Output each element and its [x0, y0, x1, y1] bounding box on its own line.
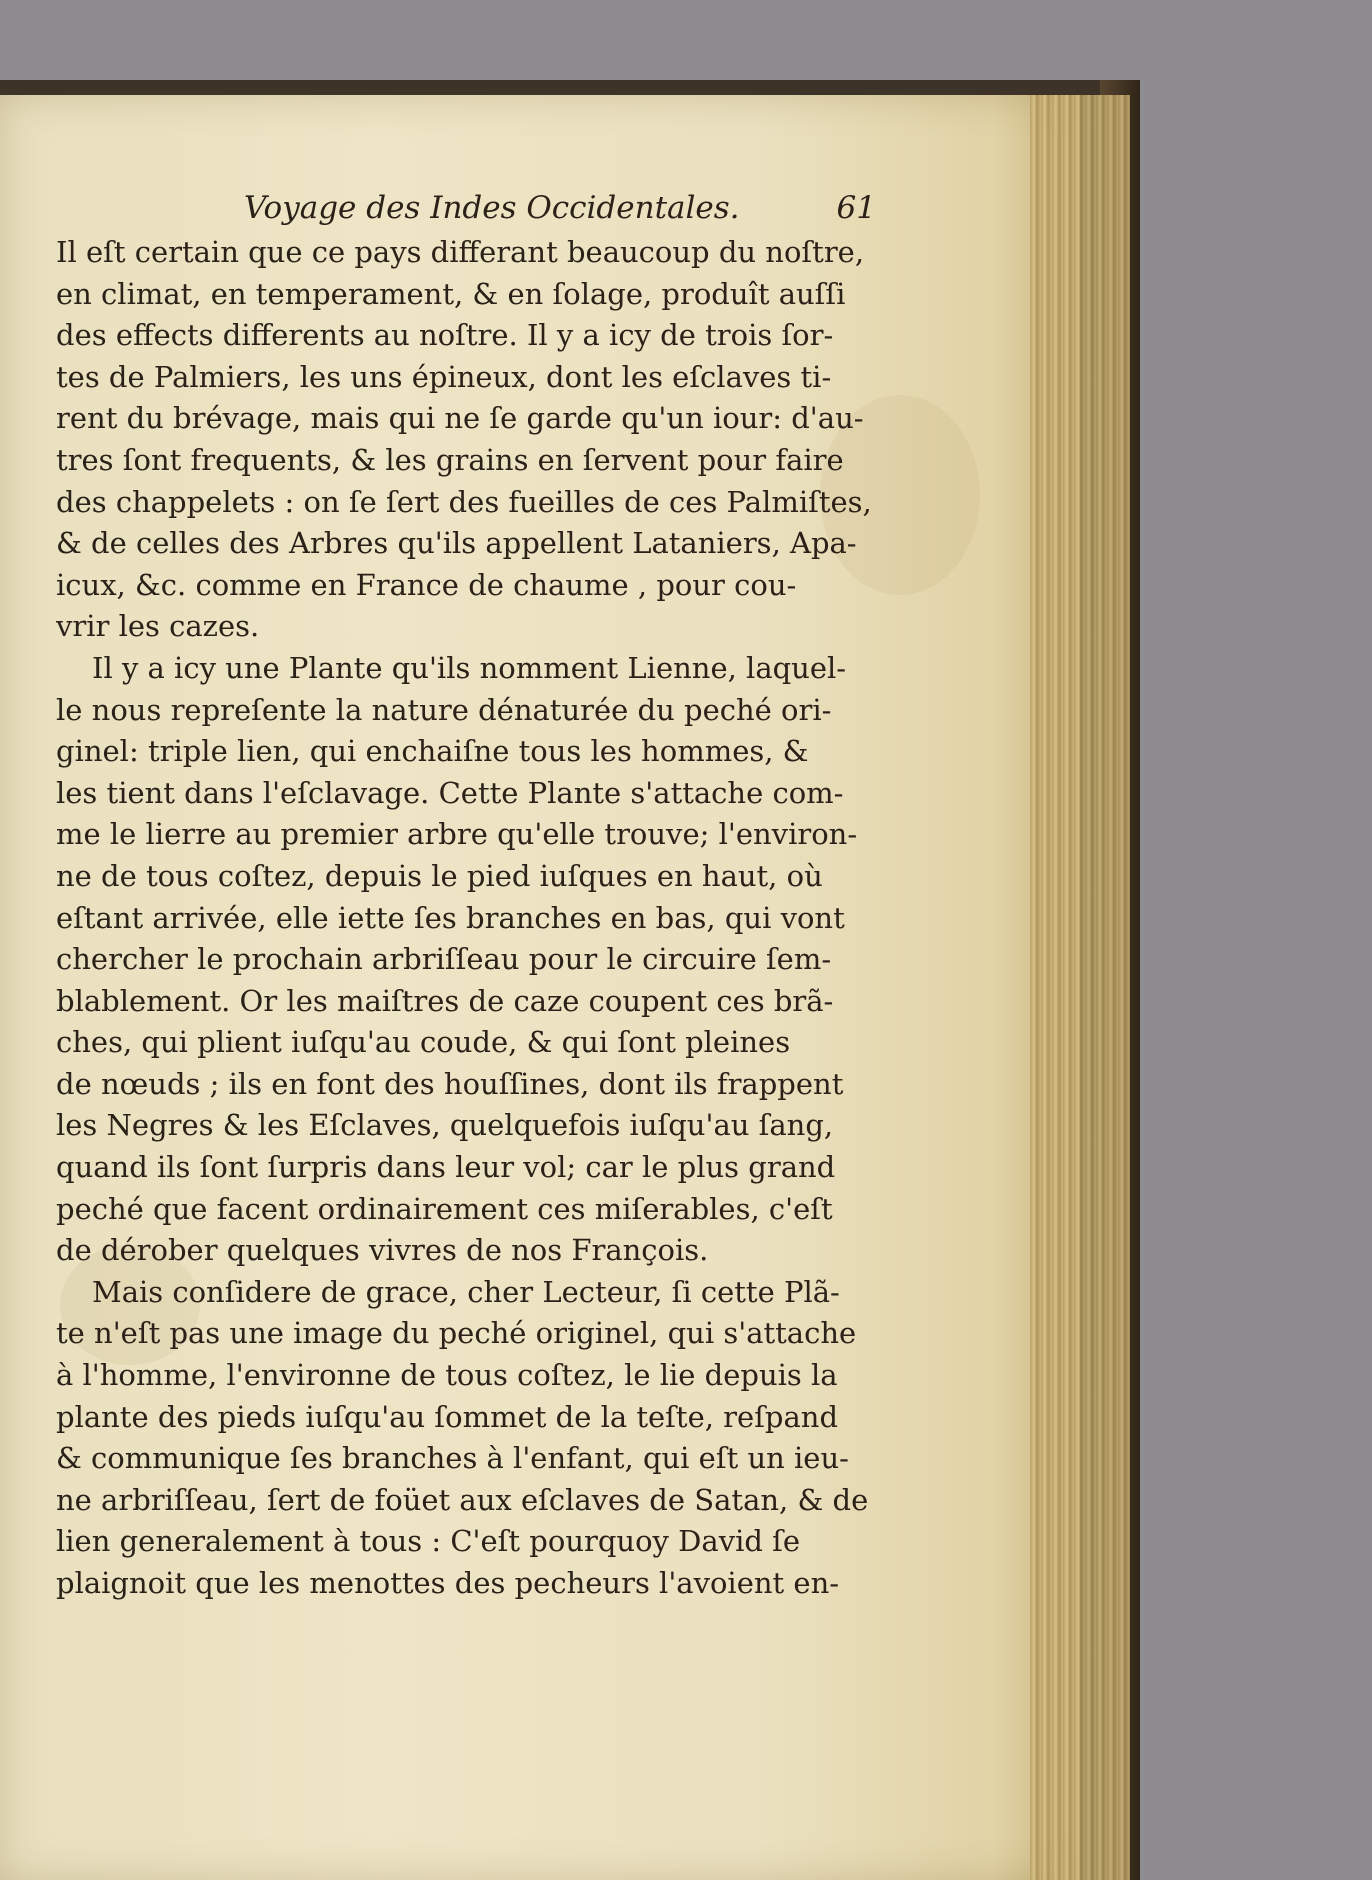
text-line: & communique ſes branches à l'enfant, qui eſt un ieu- — [56, 1441, 849, 1476]
text-line: Il y a icy une Plante qu'ils nomment Lienne, laquel- — [92, 650, 847, 685]
running-title: Voyage des Indes Occidentales. — [244, 190, 740, 226]
text-line: le nous repreſente la nature dénaturée du peché ori- — [56, 692, 832, 727]
text-line: vrir les cazes. — [56, 609, 260, 644]
page-edges — [1030, 95, 1130, 1880]
text-line: à l'homme, l'environne de tous coſtez, le lie depuis la — [56, 1358, 838, 1393]
text-line: les Negres & les Eſclaves, quelquefois iuſqu'au ſang, — [56, 1108, 834, 1143]
text-line: me le lierre au premier arbre qu'elle trouve; l'environ- — [56, 817, 858, 852]
text-line: peché que facent ordinairement ces miſerables, c'eſt — [56, 1191, 833, 1226]
text-line: ne arbriſſeau, ſert de foüet aux eſclaves de Satan, & de — [56, 1482, 869, 1517]
text-line: les tient dans l'eſclavage. Cette Plante s'attache com- — [56, 775, 844, 810]
text-line: tres ſont frequents, & les grains en ſervent pour faire — [56, 442, 844, 477]
text-line: eſtant arrivée, elle iette ſes branches en bas, qui vont — [56, 900, 845, 935]
text-line: plaignoit que les menottes des pecheurs l'avoient en- — [56, 1566, 840, 1600]
page-text — [56, 190, 876, 1605]
text-lines — [56, 232, 876, 1605]
text-line: Mais conſidere de grace, cher Lecteur, ſi cette Plã- — [92, 1274, 840, 1309]
text-line: lien generalement à tous : C'eſt pourquoy David ſe — [56, 1524, 801, 1559]
text-line: blablement. Or les maiſtres de caze coupent ces brã- — [56, 983, 834, 1018]
text-line: plante des pieds iuſqu'au ſommet de la teſte, reſpand — [56, 1399, 839, 1434]
text-line: ches, qui plient iuſqu'au coude, & qui ſont pleines — [56, 1025, 791, 1060]
text-line: rent du brévage, mais qui ne ſe garde qu'un iour: d'au- — [56, 401, 864, 436]
text-line: de dérober quelques vivres de nos François. — [56, 1233, 709, 1268]
text-line: des effects differents au noſtre. Il y a icy de trois ſor- — [56, 318, 834, 353]
text-line: ne de tous coſtez, depuis le pied iuſques en haut, où — [56, 858, 823, 893]
text-line: quand ils ſont ſurpris dans leur vol; car le plus grand — [56, 1150, 836, 1185]
page-number: 61 — [836, 190, 876, 226]
text-line: & de celles des Arbres qu'ils appellent Lataniers, Apa- — [56, 526, 857, 561]
text-line: tes de Palmiers, les uns épineux, dont les eſclaves ti- — [56, 359, 832, 394]
text-line: des chappelets : on ſe ſert des fueilles de ces Palmiſtes, — [56, 484, 872, 519]
text-line: icux, &c. comme en France de chaume , pour cou- — [56, 567, 797, 602]
text-line: de nœuds ; ils en font des houſſines, dont ils frappent — [56, 1066, 844, 1101]
text-line: en climat, en temperament, & en ſolage, produît auſſi — [56, 276, 846, 311]
text-line: chercher le prochain arbriſſeau pour le circuire ſem- — [56, 942, 832, 977]
running-header — [56, 190, 876, 232]
text-line: ginel: triple lien, qui enchaiſne tous les hommes, & — [56, 734, 809, 769]
text-line: Il eſt certain que ce pays differant beaucoup du noſtre, — [56, 235, 865, 269]
text-line: te n'eſt pas une image du peché originel, qui s'attache — [56, 1316, 857, 1351]
